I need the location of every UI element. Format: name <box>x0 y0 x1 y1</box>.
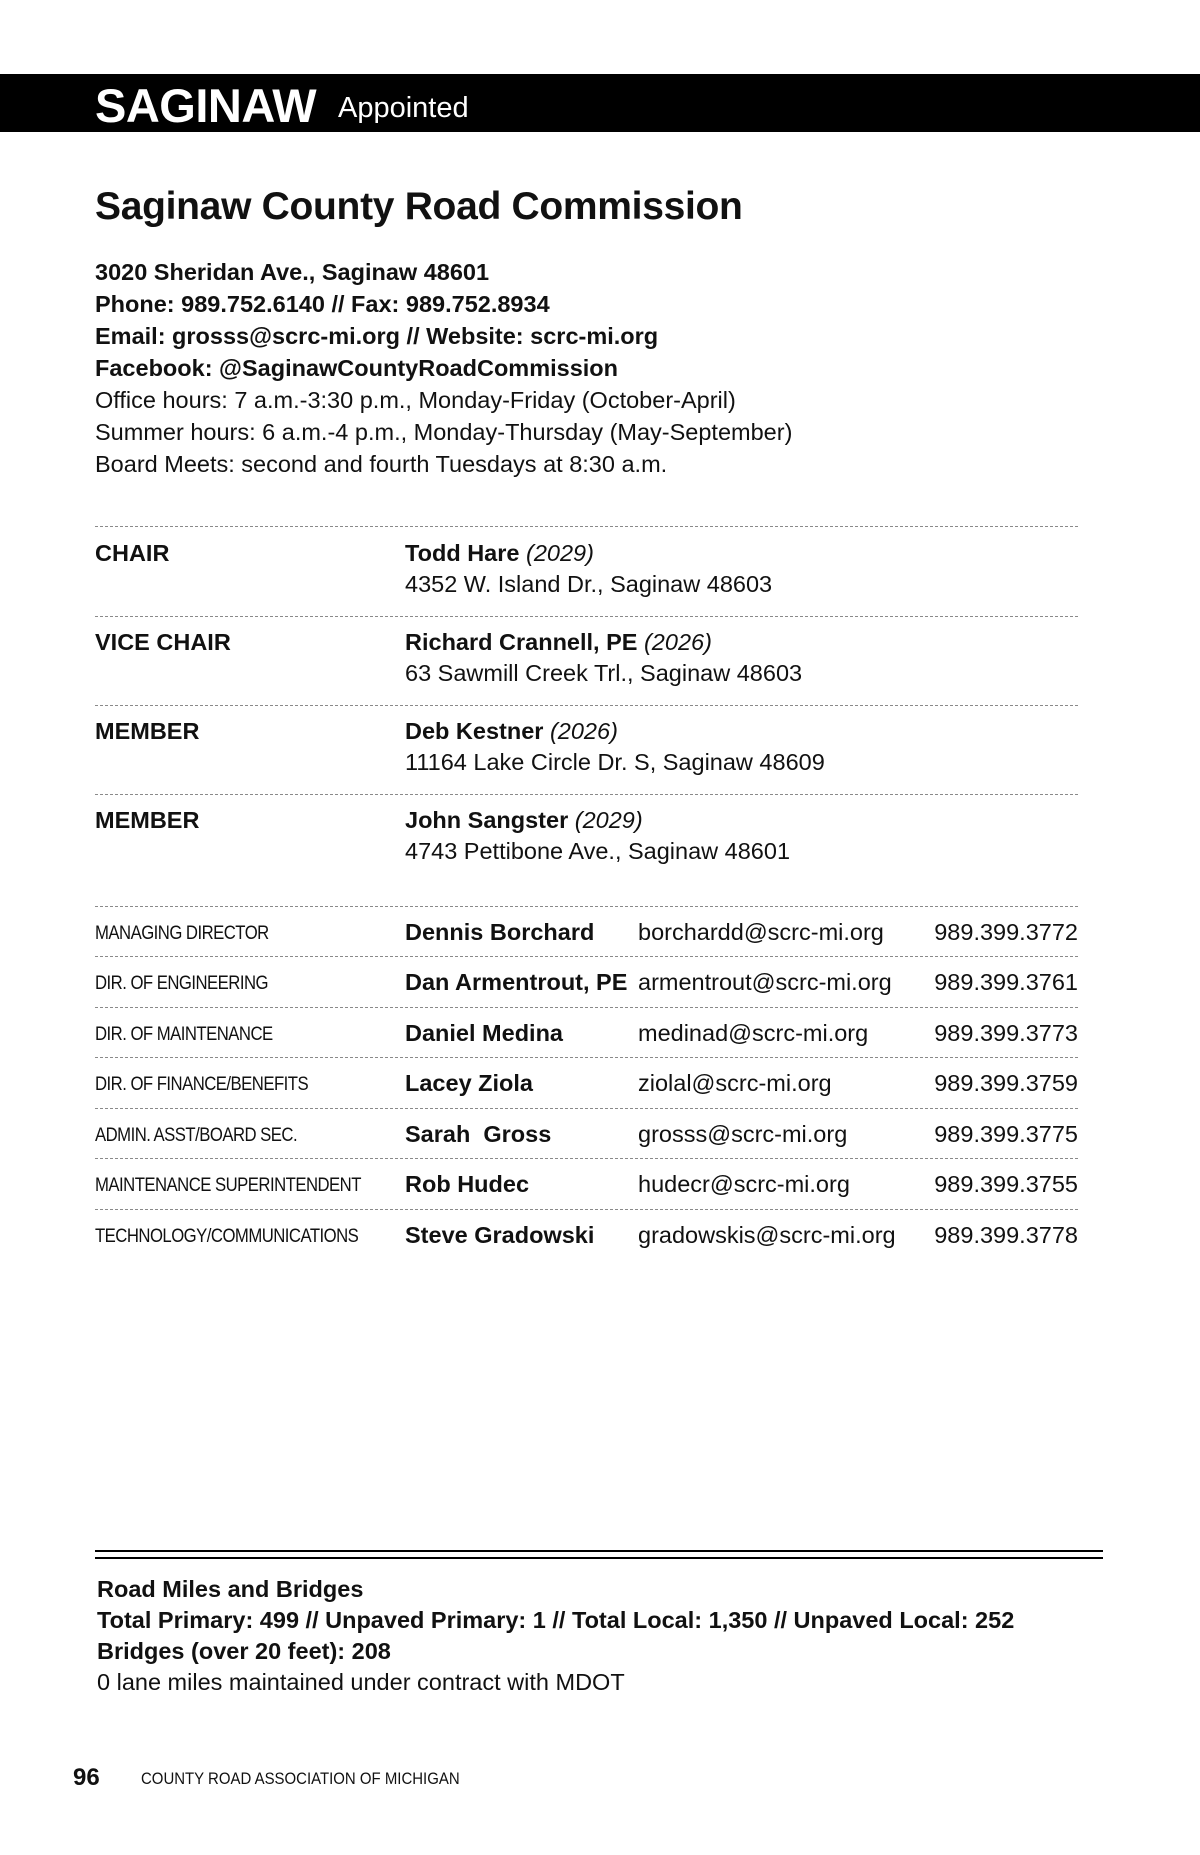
board-member-name: John Sangster (2029) <box>405 807 643 833</box>
agency-facebook: Facebook: @SaginawCountyRoadCommission <box>95 355 619 381</box>
divider <box>95 794 1078 795</box>
staff-title: DIR. OF ENGINEERING <box>95 973 268 994</box>
staff-email[interactable]: medinad@scrc-mi.org <box>638 1020 869 1046</box>
staff-email[interactable]: gradowskis@scrc-mi.org <box>638 1222 896 1248</box>
staff-name: Rob Hudec <box>405 1171 530 1197</box>
board-role: MEMBER <box>95 718 200 744</box>
section-rule <box>95 1550 1103 1552</box>
staff-name: Lacey Ziola <box>405 1070 533 1096</box>
staff-name: Steve Gradowski <box>405 1222 595 1248</box>
board-member-address: 4743 Pettibone Ave., Saginaw 48601 <box>405 838 791 864</box>
board-member-name: Deb Kestner (2026) <box>405 718 618 744</box>
staff-row <box>95 965 1078 1005</box>
board-row-member <box>95 807 1078 887</box>
staff-phone: 989.399.3772 <box>934 919 1078 945</box>
agency-email-website: Email: grosss@scrc-mi.org // Website: scrc-mi.org <box>95 323 659 349</box>
board-term: (2026) <box>549 718 618 744</box>
divider <box>95 1007 1078 1008</box>
staff-title: TECHNOLOGY/COMMUNICATIONS <box>95 1226 359 1247</box>
staff-name: Dan Armentrout, PE <box>405 969 628 995</box>
staff-phone: 989.399.3761 <box>934 969 1078 995</box>
divider <box>95 906 1078 907</box>
staff-phone: 989.399.3773 <box>934 1020 1078 1046</box>
agency-info <box>95 256 792 480</box>
divider <box>95 1057 1078 1058</box>
divider <box>95 1158 1078 1159</box>
staff-phone: 989.399.3778 <box>934 1222 1078 1248</box>
divider <box>95 1209 1078 1210</box>
road-miles-section <box>97 1574 1014 1698</box>
board-member-name: Richard Crannell, PE (2026) <box>405 629 712 655</box>
staff-row <box>95 1218 1078 1258</box>
divider <box>95 616 1078 617</box>
staff-email[interactable]: grosss@scrc-mi.org <box>638 1121 848 1147</box>
staff-title: MAINTENANCE SUPERINTENDENT <box>95 1175 361 1196</box>
staff-row <box>95 1066 1078 1106</box>
staff-phone: 989.399.3775 <box>934 1121 1078 1147</box>
board-row-member <box>95 718 1078 798</box>
bridges-count: Bridges (over 20 feet): 208 <box>97 1638 391 1664</box>
board-meets: Board Meets: second and fourth Tuesdays at 8:30 a.m. <box>95 451 668 477</box>
board-member-address: 63 Sawmill Creek Trl., Saginaw 48603 <box>405 660 803 686</box>
summer-hours: Summer hours: 6 a.m.-4 p.m., Monday-Thursday (May-September) <box>95 419 793 445</box>
staff-title: MANAGING DIRECTOR <box>95 923 269 944</box>
staff-row <box>95 915 1078 955</box>
staff-email[interactable]: borchardd@scrc-mi.org <box>638 919 884 945</box>
staff-name: Sarah Gross <box>405 1121 552 1147</box>
board-row-chair <box>95 540 1078 620</box>
county-name: SAGINAW <box>95 79 317 132</box>
divider <box>95 526 1078 527</box>
road-miles-heading: Road Miles and Bridges <box>97 1576 364 1602</box>
divider <box>95 956 1078 957</box>
board-role: VICE CHAIR <box>95 629 231 655</box>
staff-phone: 989.399.3759 <box>934 1070 1078 1096</box>
staff-phone: 989.399.3755 <box>934 1171 1078 1197</box>
agency-title: Saginaw County Road Commission <box>95 185 743 228</box>
agency-address: 3020 Sheridan Ave., Saginaw 48601 <box>95 259 490 285</box>
staff-email[interactable]: hudecr@scrc-mi.org <box>638 1171 850 1197</box>
staff-name: Dennis Borchard <box>405 919 595 945</box>
staff-row <box>95 1167 1078 1207</box>
agency-phone-fax: Phone: 989.752.6140 // Fax: 989.752.8934 <box>95 291 550 317</box>
staff-email[interactable]: armentrout@scrc-mi.org <box>638 969 892 995</box>
section-rule <box>95 1557 1103 1559</box>
staff-email[interactable]: ziolal@scrc-mi.org <box>638 1070 832 1096</box>
staff-title: ADMIN. ASST/BOARD SEC. <box>95 1125 298 1146</box>
road-miles-totals: Total Primary: 499 // Unpaved Primary: 1 // Total Local: 1,350 // Unpaved Local: 252 <box>97 1607 1015 1633</box>
board-role: CHAIR <box>95 540 170 566</box>
board-row-vice-chair <box>95 629 1078 709</box>
staff-name: Daniel Medina <box>405 1020 564 1046</box>
board-role: MEMBER <box>95 807 200 833</box>
footer-organization: COUNTY ROAD ASSOCIATION OF MICHIGAN <box>141 1769 460 1788</box>
staff-row <box>95 1117 1078 1157</box>
staff-title: DIR. OF MAINTENANCE <box>95 1024 273 1045</box>
board-term: (2026) <box>643 629 712 655</box>
board-term: (2029) <box>526 540 594 566</box>
board-member-address: 4352 W. Island Dr., Saginaw 48603 <box>405 571 773 597</box>
staff-row <box>95 1016 1078 1056</box>
board-member-name: Todd Hare (2029) <box>405 540 594 566</box>
divider <box>95 705 1078 706</box>
county-status: Appointed <box>338 92 469 124</box>
office-hours: Office hours: 7 a.m.-3:30 p.m., Monday-Friday (October-April) <box>95 387 736 413</box>
page-number: 96 <box>73 1764 100 1791</box>
county-banner <box>0 74 1200 132</box>
mdot-lane-miles: 0 lane miles maintained under contract with MDOT <box>97 1669 625 1695</box>
board-member-address: 11164 Lake Circle Dr. S, Saginaw 48609 <box>405 749 825 775</box>
board-term: (2029) <box>574 807 643 833</box>
staff-title: DIR. OF FINANCE/BENEFITS <box>95 1074 309 1095</box>
divider <box>95 1108 1078 1109</box>
